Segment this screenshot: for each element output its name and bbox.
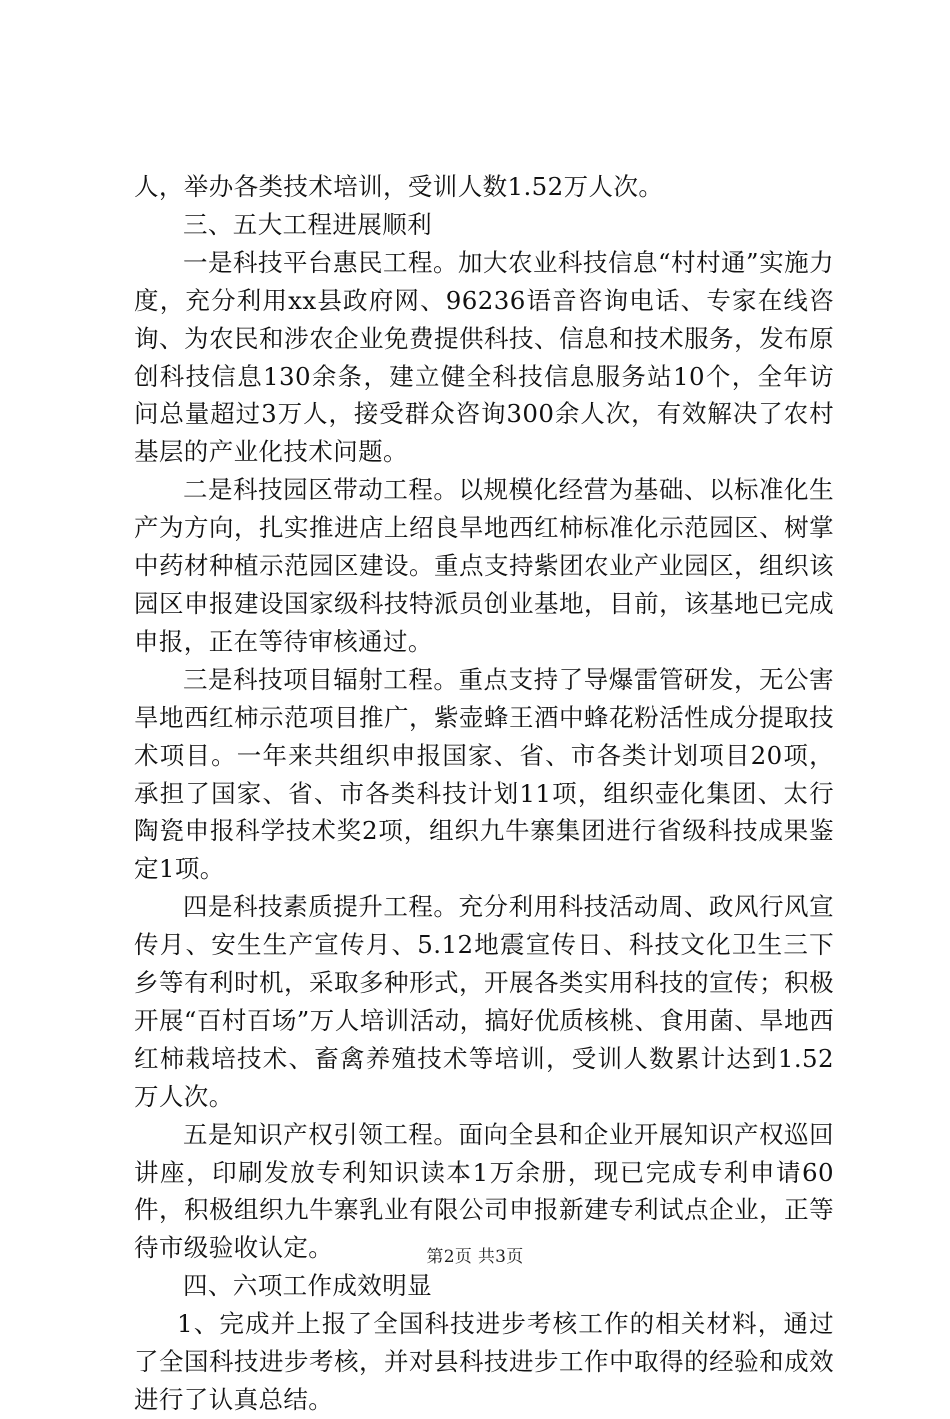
paragraph-platform-project: 一是科技平台惠民工程。加大农业科技信息“村村通”实施力度，充分利用xx县政府网、96236语音咨询电话、专家在线咨询、为农民和涉农企业免费提供科技、信息和技术服务，发布原创科技信息130余条，建立健全科技信息服务站10个，全年访问总量超过3万人，接受群众咨询300余人次，有效解决了农村基层的产业化技术问题。 (134, 247, 834, 467)
section-heading-four: 四、六项工作成效明显 (183, 1271, 432, 1301)
paragraph-item-one: 1、完成并上报了全国科技进步考核工作的相关材料，通过了全国科技进步考核，并对县科技进步工作中取得的经验和成效进行了认真总结。 (134, 1309, 834, 1414)
section-heading-three: 三、五大工程进展顺利 (183, 209, 432, 239)
document-body (134, 168, 834, 1419)
paragraph-park-project: 二是科技园区带动工程。以规模化经营为基础、以标准化生产为方向，扎实推进店上绍良旱地西红柿标准化示范园区、树掌中药材种植示范园区建设。重点支持紫团农业产业园区，组织该园区申报建设国家级科技特派员创业基地，目前，该基地已完成申报，正在等待审核通过。 (134, 475, 834, 656)
paragraph-continuation: 人，举办各类技术培训，受训人数1.52万人次。 (134, 172, 664, 201)
paragraph-radiation-project: 三是科技项目辐射工程。重点支持了导爆雷管研发，无公害旱地西红柿示范项目推广，紫壶蜂王酒中蜂花粉活性成分提取技术项目。一年来共组织申报国家、省、市各类计划项目20项，承担了国家、省、市各类科技计划11项，组织壶化集团、太行陶瓷申报科学技术奖2项，组织九牛寨集团进行省级科技成果鉴定1项。 (134, 664, 834, 884)
paragraph-ip-project: 五是知识产权引领工程。面向全县和企业开展知识产权巡回讲座，印刷发放专利知识读本1万余册，现已完成专利申请60件，积极组织九牛寨乳业有限公司申报新建专利试点企业，正等待市级验收认定。 (134, 1119, 834, 1263)
page-number-footer: 第2页 共3页 (426, 1247, 524, 1267)
paragraph-quality-project: 四是科技素质提升工程。充分利用科技活动周、政风行风宣传月、安生生产宣传月、5.12地震宣传日、科技文化卫生三下乡等有利时机，采取多种形式，开展各类实用科技的宣传；积极开展“百村百场”万人培训活动，搞好优质核桃、食用菌、旱地西红柿栽培技术、畜禽养殖技术等培训，受训人数累计达到1.52万人次。 (134, 892, 834, 1111)
